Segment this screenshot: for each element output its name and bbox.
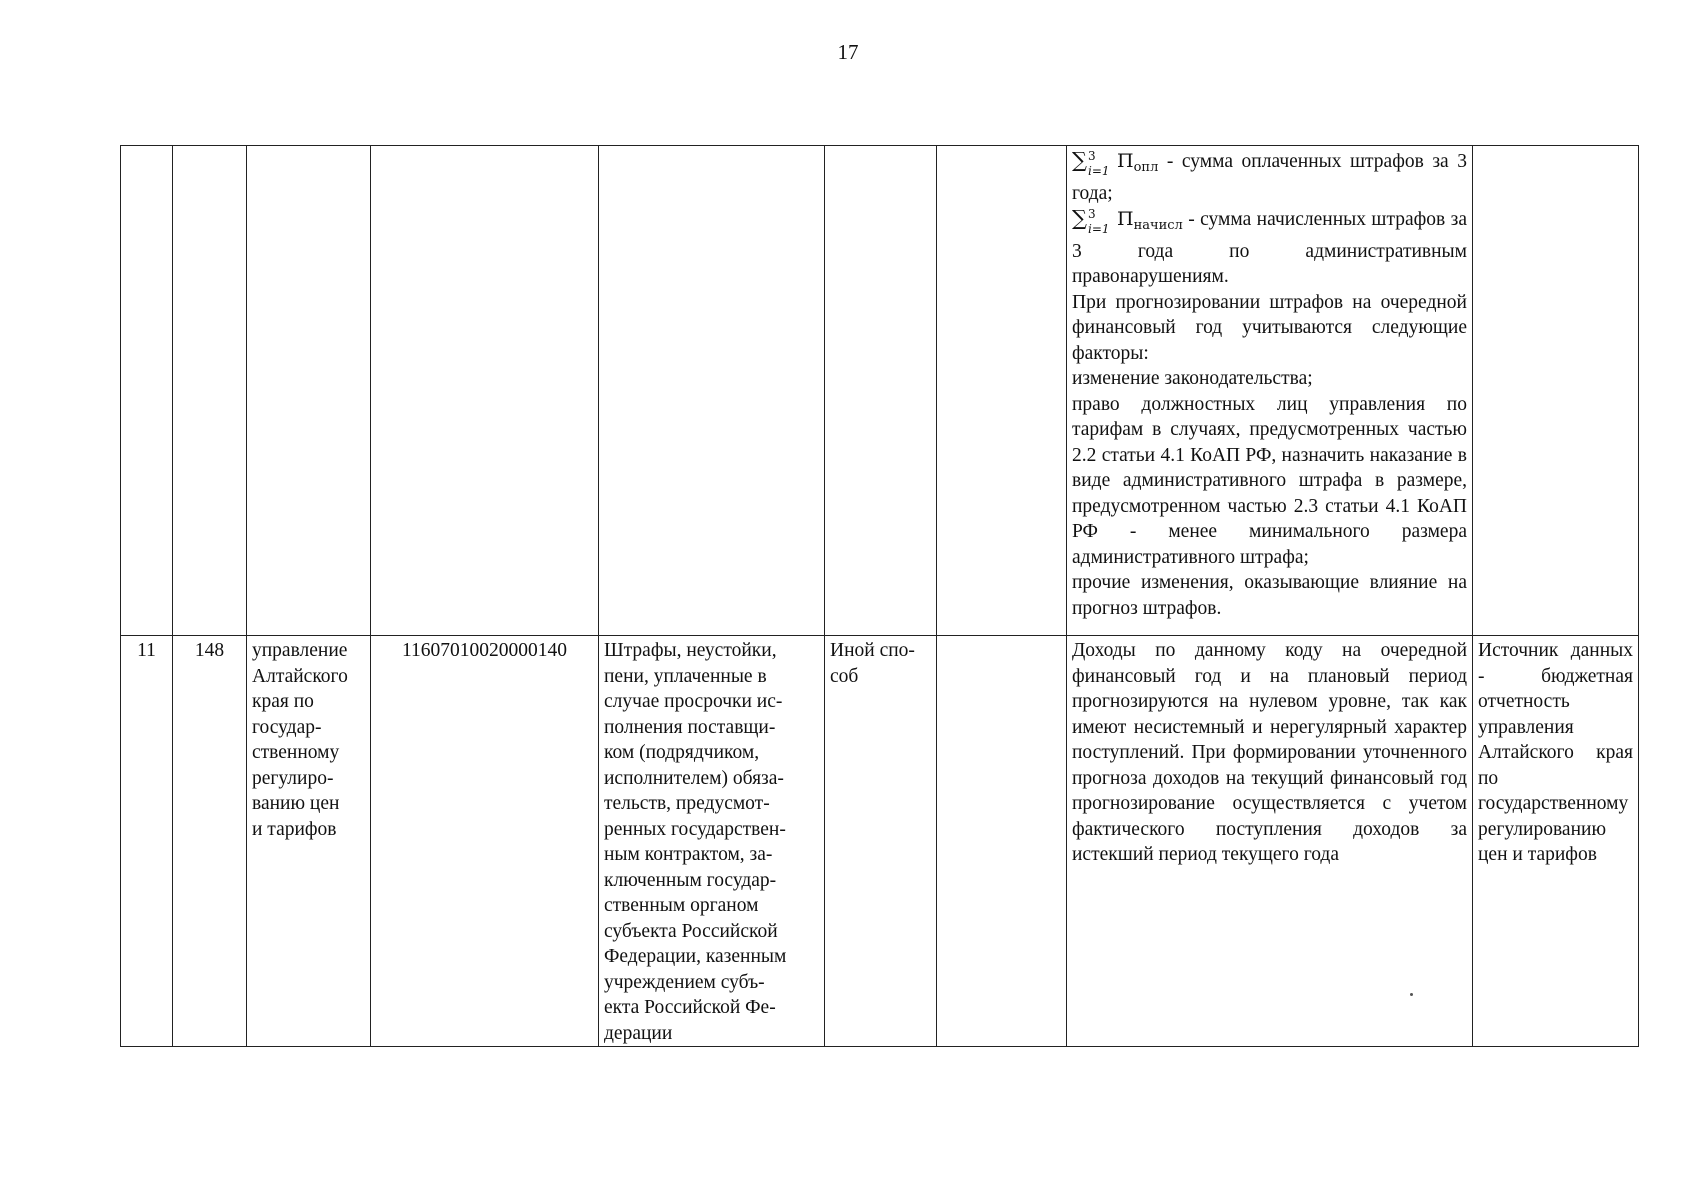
methodology-line: прочие изменения, оказывающие влияние на прогноз штрафов. [1072, 572, 1467, 619]
cell-row-number: 11 [121, 636, 173, 1047]
methodology-line: изменение законодательства; [1072, 368, 1313, 389]
methodology-line: ∑ 3 i=1 $П_{начисл}$ - сумма начисленных штрафов за 3 года по административным правонарушениям. [1072, 206, 1467, 287]
table-row-11 [121, 636, 1639, 1047]
cell-method-empty [825, 146, 937, 636]
methodology-line: При прогнозировании штрафов на очередной финансовый год учитываются следующие факторы: [1072, 291, 1467, 364]
page-number: 17 [837, 40, 859, 64]
cell-formula [937, 636, 1067, 1047]
cell-administrator-empty [247, 146, 371, 636]
cell-kbk-empty [371, 146, 599, 636]
scan-dot [1410, 993, 1413, 996]
methodology-line: право должностных лиц управления по тарифам в случаях, предусмотренных частью 2.2 статьи 4.1 КоАП РФ, назначить наказание в виде административного штрафа в размере, предусмотренном частью 2.3 статьи 4.1 КоАП РФ - менее минимального размера административного штрафа; [1072, 393, 1467, 568]
revenue-forecast-table [120, 145, 1639, 1047]
cell-income-name: Штрафы, неустойки, пени, уплаченные в случае просрочки ис- полнения поставщи- ком (подрядчиком, исполнителем) обяза- тельств, предусмот- ренных государствен- ным контрактом, за- ключенным государ- ственным органом субъекта Российской Федерации, казенным учреждением субъ- екта Российской Фе- дерации [599, 636, 825, 1047]
cell-methodology-continued [1067, 146, 1473, 636]
table-row-continued [121, 146, 1639, 636]
cell-kbk-code: 11607010020000140 [371, 636, 599, 1047]
cell-source-empty [1473, 146, 1639, 636]
cell-admin-code-empty [173, 146, 247, 636]
cell-num-empty [121, 146, 173, 636]
methodology-line: ∑ 3 i=1 $П_{опл}$ - сумма оплаченных штрафов за 3 года; [1072, 148, 1467, 204]
cell-admin-code: 148 [173, 636, 247, 1047]
cell-formula-empty [937, 146, 1067, 636]
cell-algorithm: Доходы по данному коду на очередной финансовый год и на плановый период прогнозируются на нулевом уровне, так как имеют несистемный и нерегулярный характер поступлений. При формировании уточненного прогноза доходов на текущий финансовый год прогнозирование осуществляется с учетом фактического поступления доходов за истекший период текущего года [1067, 636, 1473, 1047]
sum-formula-paid: ∑ 3 i=1 $П_{опл}$ [1072, 148, 1159, 178]
cell-income-name-empty [599, 146, 825, 636]
cell-data-source: Источник данных - бюджетная отчетность управления Алтайского края по государственному регулированию цен и тарифов [1473, 636, 1639, 1047]
cell-administrator: управление Алтайского края по государ- ственному регулиро- ванию цен и тарифов [247, 636, 371, 1047]
sum-formula-accrued: ∑ 3 i=1 $П_{начисл}$ [1072, 206, 1183, 236]
cell-forecast-method: Иной спо- соб [825, 636, 937, 1047]
